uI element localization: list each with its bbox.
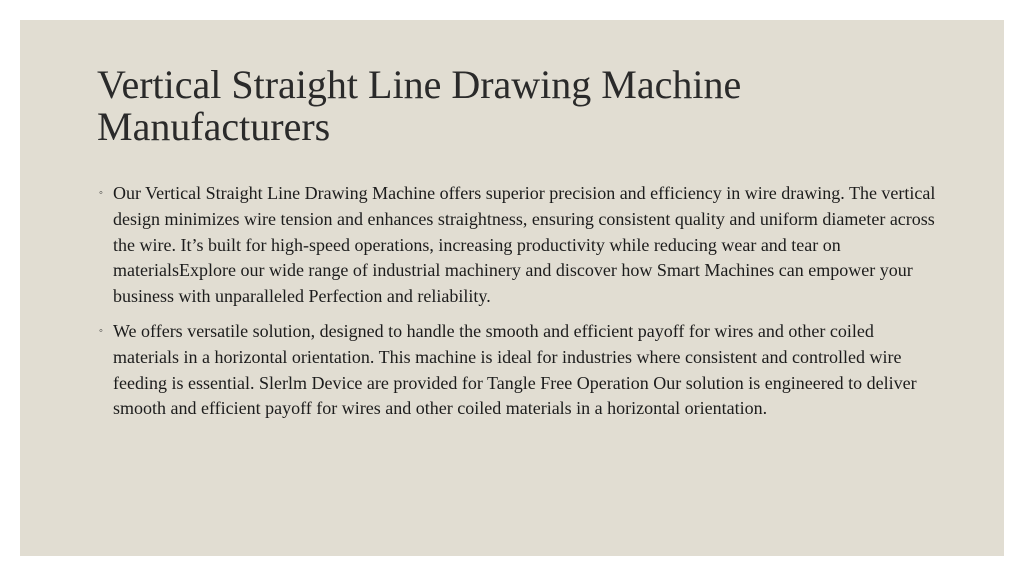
slide-title: Vertical Straight Line Drawing Machine Manufacturers — [97, 62, 742, 149]
bullet-item — [99, 181, 939, 310]
bullet-text: We offers versatile solution, designed to handle the smooth and efficient payoff for wires and other coiled materials in a horizontal orientation. This machine is ideal for industries where consistent and controlled wire feeding is essential. Slerlm Device are provided for Tangle Free Operation Our solution is engineered to deliver smooth and efficient payoff for wires and other coiled materials in a horizontal orientation. — [113, 320, 917, 419]
bullet-marker-icon: ◦ — [99, 187, 103, 199]
bullet-marker-icon: ◦ — [99, 324, 103, 337]
slide — [20, 20, 1004, 556]
bullet-list — [99, 181, 939, 431]
bullet-item — [99, 319, 939, 422]
bullet-text: Our Vertical Straight Line Drawing Machine offers superior precision and efficiency in wire drawing. The vertical design minimizes wire tension and enhances straightness, ensuring consistent quality and uniform diameter across the wire. It’s built for high-speed operations, increasing productivity while reducing wear and tear on materialsExplore our wide range of industrial machinery and discover how Smart Machines can empower your business with unparalleled Perfection and reliability. — [113, 183, 936, 307]
